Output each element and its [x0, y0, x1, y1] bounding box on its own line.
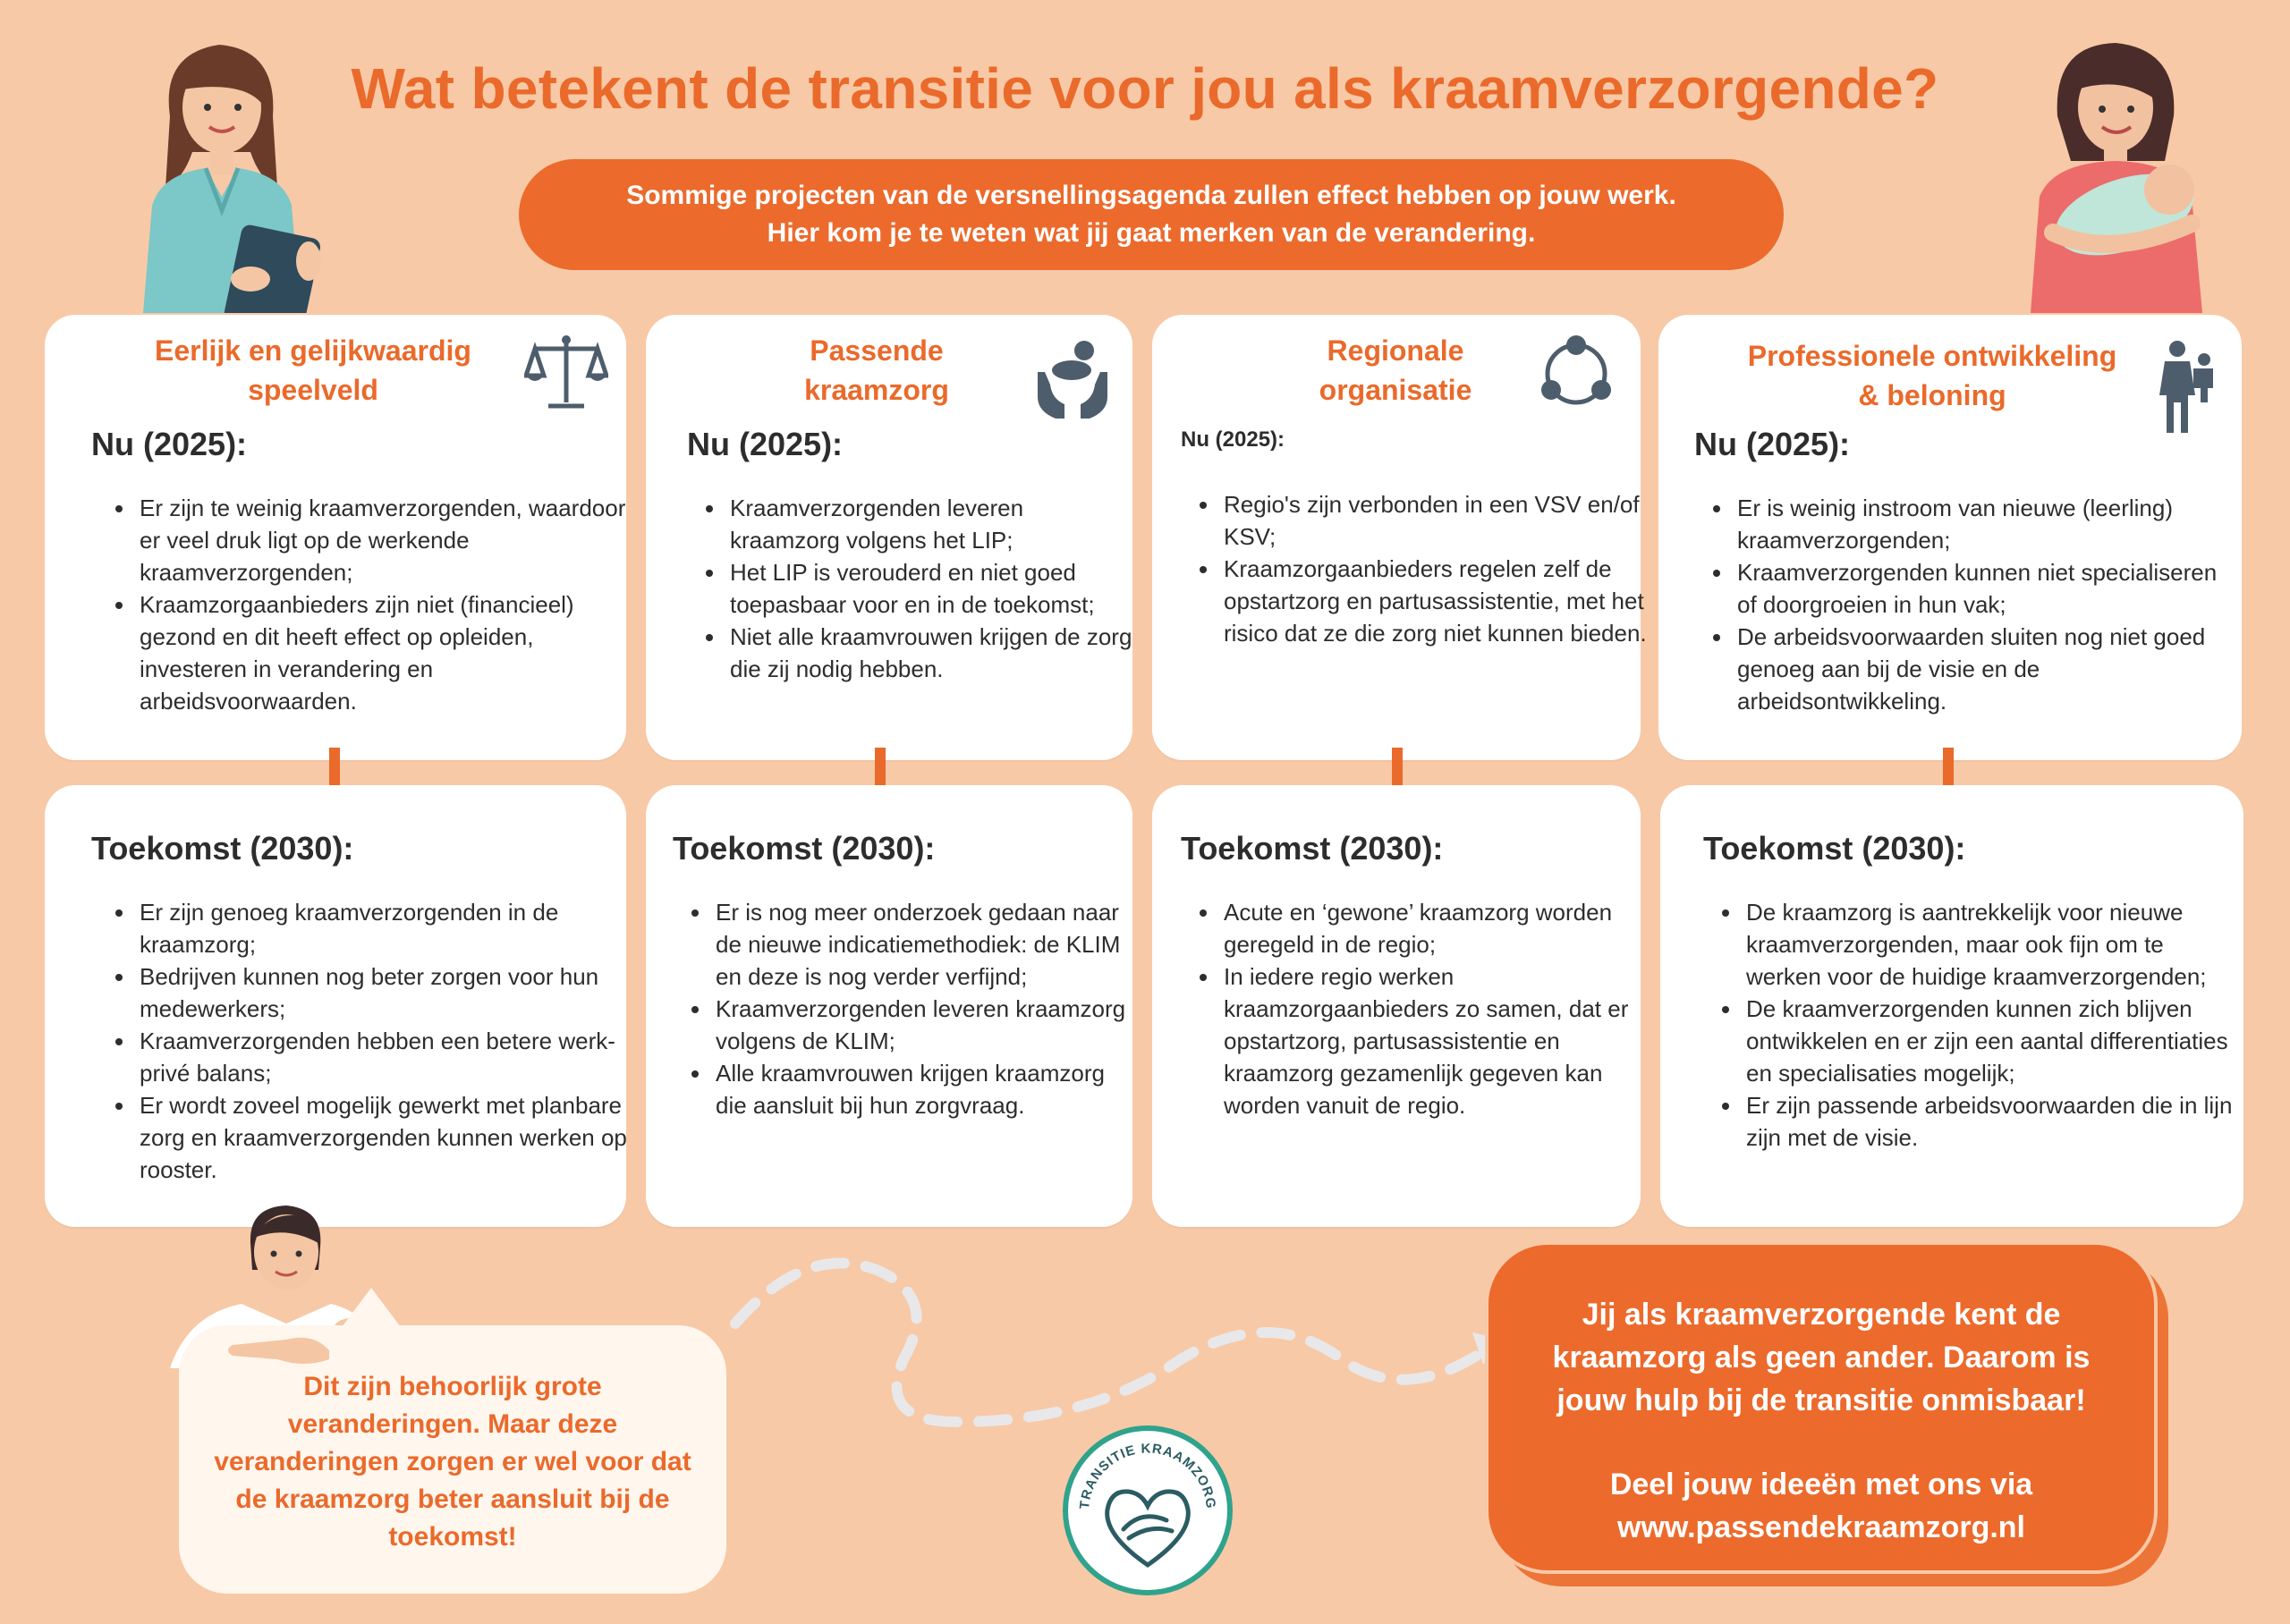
- scales-icon: [524, 333, 608, 413]
- list-item: • Kraamverzorgenden leveren kraamzorg volgens de KLIM;: [712, 993, 1138, 1057]
- now-label-3: Nu (2025):: [1181, 427, 1285, 452]
- now-list-2: [696, 492, 1138, 685]
- list-item: • Alle kraamvrouwen krijgen kraamzorg die aansluit bij hun zorgvraag.: [712, 1057, 1138, 1121]
- mother-child-icon: [2158, 340, 2215, 436]
- list-item: • Er wordt zoveel mogelijk gewerkt met planbare zorg en kraamverzorgenden kunnen werken op rooster.: [136, 1089, 630, 1186]
- list-item: • Kraamverzorgenden kunnen niet specialiseren of doorgroeien in hun vak;: [1734, 556, 2235, 621]
- cta-link[interactable]: www.passendekraamzorg.nl: [1617, 1510, 2025, 1544]
- future-list-4: [1712, 896, 2243, 1154]
- list-item: • Niet alle kraamvrouwen krijgen de zorg die zij nodig hebben.: [726, 621, 1138, 685]
- now-label-2: Nu (2025):: [687, 426, 844, 462]
- future-label-2: Toekomst (2030):: [673, 830, 936, 867]
- list-item: • In iedere regio werken kraamzorgaanbieders zo samen, dat er opstartzorg, partusassistentie en kraamzorg gezamenlijk gegeven kan worden vanuit de regio.: [1220, 960, 1650, 1121]
- future-label-3: Toekomst (2030):: [1181, 830, 1444, 867]
- baby-care-icon: [1034, 340, 1111, 420]
- future-list-3: [1190, 896, 1650, 1121]
- subtitle-line-2: Hier kom je te weten wat jij gaat merken van de verandering.: [767, 218, 1536, 248]
- subtitle-banner: [519, 159, 1784, 270]
- future-list-2: [682, 896, 1138, 1121]
- network-cycle-icon: [1535, 333, 1617, 415]
- list-item: • Er zijn passende arbeidsvoorwaarden die in lijn zijn met de visie.: [1743, 1089, 2243, 1154]
- list-item: • De kraamzorg is aantrekkelijk voor nieuwe kraamverzorgenden, maar ook fijn om te werken voor de huidige kraamverzorgenden;: [1743, 896, 2243, 993]
- now-list-1: [106, 492, 630, 717]
- list-item: • Acute en ‘gewone’ kraamzorg worden geregeld in de regio;: [1220, 896, 1650, 960]
- speech-text: Dit zijn behoorlijk grote veranderingen. Maar deze veranderingen zorgen er wel voor dat de kraamzorg beter aansluit bij de toekomst!: [214, 1372, 691, 1552]
- future-label-4: Toekomst (2030):: [1703, 830, 1966, 867]
- list-item: • Kraamverzorgenden leveren kraamzorg volgens het LIP;: [726, 492, 1138, 556]
- card-title-2: Passende kraamzorg: [804, 334, 949, 406]
- list-item: • Er is nog meer onderzoek gedaan naar de nieuwe indicatiemethodiek: de KLIM en deze is nog verder verfijnd;: [712, 896, 1138, 993]
- list-item: • Er zijn genoeg kraamverzorgenden in de kraamzorg;: [136, 896, 630, 960]
- list-item: • Kraamzorgaanbieders zijn niet (financieel) gezond en dit heeft effect op opleiden, investeren in verandering en arbeidsvoorwaarden.: [136, 588, 630, 717]
- future-label-1: Toekomst (2030):: [91, 830, 354, 867]
- now-label-4: Nu (2025):: [1694, 426, 1851, 462]
- subtitle-line-1: Sommige projecten van de versnellingsagenda zullen effect hebben op jouw werk.: [626, 181, 1676, 210]
- now-label-1: Nu (2025):: [91, 426, 248, 462]
- speech-bubble-tail-icon: [331, 1288, 411, 1341]
- dashed-path-arrow-icon: [716, 1234, 1521, 1449]
- list-item: • Regio's zijn verbonden in een VSV en/of KSV;: [1220, 488, 1650, 553]
- list-item: • Het LIP is verouderd en niet goed toepasbaar voor en in de toekomst;: [726, 556, 1138, 621]
- transitie-kraamzorg-logo: [1061, 1424, 1234, 1597]
- list-item: • Er is weinig instroom van nieuwe (leerling) kraamverzorgenden;: [1734, 492, 2235, 556]
- list-item: • Bedrijven kunnen nog beter zorgen voor hun medewerkers;: [136, 960, 630, 1025]
- card-title-1: Eerlijk en gelijkwaardig speelveld: [155, 334, 471, 406]
- list-item: • Kraamzorgaanbieders regelen zelf de opstartzorg en partusassistentie, met het risico dat ze die zorg niet kunnen bieden.: [1220, 553, 1650, 649]
- card-title-3: Regionale organisatie: [1319, 334, 1472, 406]
- list-item: • Er zijn te weinig kraamverzorgenden, waardoor er veel druk ligt op de werkende kraamverzorgenden;: [136, 492, 630, 588]
- list-item: • Kraamverzorgenden hebben een betere werk-privé balans;: [136, 1025, 630, 1089]
- list-item: • De arbeidsvoorwaarden sluiten nog niet goed genoeg aan bij de visie en de arbeidsontwikkeling.: [1734, 621, 2235, 717]
- list-item: • De kraamverzorgenden kunnen zich blijven ontwikkelen en er zijn een aantal differentiaties en specialisaties mogelijk;: [1743, 993, 2243, 1089]
- now-list-3: [1190, 488, 1650, 649]
- cta-text: Jij als kraamverzorgende kent de kraamzorg als geen ander. Daarom is jouw hulp bij de transitie onmisbaar! Deel jouw ideeën met ons via www.passendekraamzorg.nl: [1503, 1293, 2140, 1549]
- future-list-1: [106, 896, 630, 1186]
- logo-text: TRANSITIE KRAAMZORG: [1076, 1441, 1219, 1510]
- page-title: Wat betekent de transitie voor jou als kraamverzorgende?: [351, 56, 1939, 121]
- now-list-4: [1703, 492, 2235, 717]
- mother-baby-illustration-icon: [2004, 27, 2236, 313]
- card-title-4: Professionele ontwikkeling & beloning: [1747, 340, 2117, 411]
